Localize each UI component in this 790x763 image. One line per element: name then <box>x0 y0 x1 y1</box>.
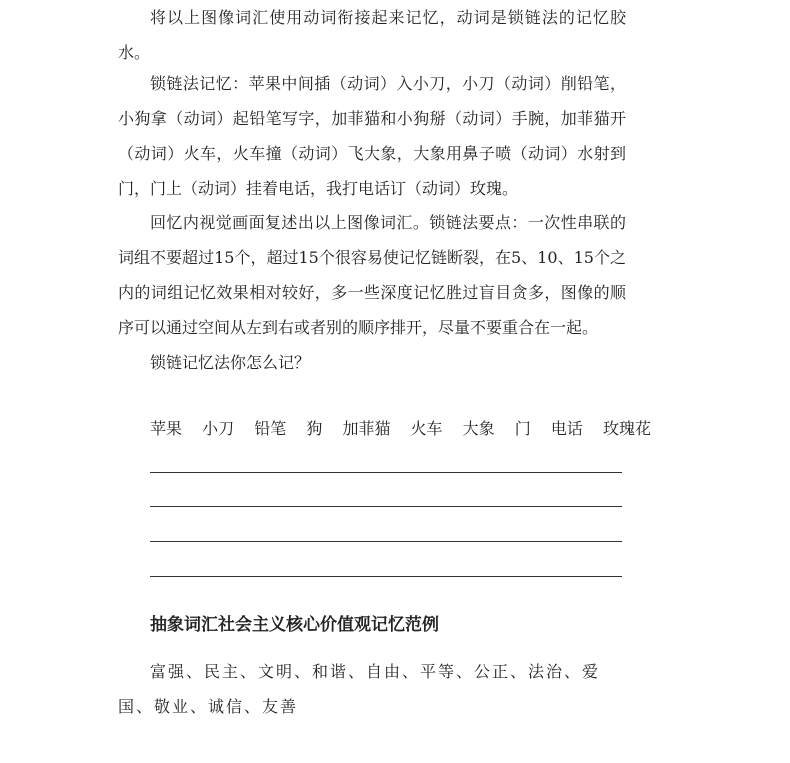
word-item: 门 <box>514 419 531 438</box>
word-item: 火车 <box>410 419 443 438</box>
word-item: 加菲猫 <box>342 419 391 438</box>
word-item: 铅笔 <box>254 419 287 438</box>
word-list <box>150 414 651 444</box>
answer-writing-line <box>150 541 622 542</box>
answer-writing-line <box>150 506 622 507</box>
chain-method-example-paragraph: 锁链法记忆：苹果中间插（动词）入小刀，小刀（动词）削铅笔，小狗拿（动词）起铅笔写字，加菲猫和小狗掰（动词）手腕，加菲猫开（动词）火车，火车撞（动词）飞大象，大象用鼻子喷（动词）水射到门，门上（动词）挂着电话，我打电话订（动词）玫瑰。 <box>118 74 626 198</box>
core-values-text: 富强、民主、文明、和谐、自由、平等、公正、法治、爱国、敬业、诚信、友善 <box>118 662 601 716</box>
exercise-question: 锁链记忆法你怎么记？ <box>150 353 311 372</box>
word-item: 玫瑰花 <box>602 419 651 438</box>
answer-writing-line <box>150 472 622 473</box>
word-item: 小刀 <box>202 419 235 438</box>
answer-writing-line <box>150 576 622 577</box>
chain-method-tips-paragraph: 回忆内视觉画面复述出以上图像词汇。锁链法要点：一次性串联的词组不要超过15个，超过15个很容易使记忆链断裂，在5、10、15个之内的词组记忆效果相对较好，多一些深度记忆胜过盲目贪多，图像的顺序可以通过空间从左到右或者别的顺序排开，尽量不要重合在一起。 <box>118 213 626 337</box>
section-heading: 抽象词汇社会主义核心价值观记忆范例 <box>150 615 439 635</box>
word-item: 苹果 <box>150 419 183 438</box>
intro-paragraph: 将以上图像词汇使用动词衔接起来记忆，动词是锁链法的记忆胶水。 <box>118 8 626 62</box>
word-item: 大象 <box>462 419 495 438</box>
word-item: 电话 <box>550 419 583 438</box>
word-item: 狗 <box>306 419 323 438</box>
